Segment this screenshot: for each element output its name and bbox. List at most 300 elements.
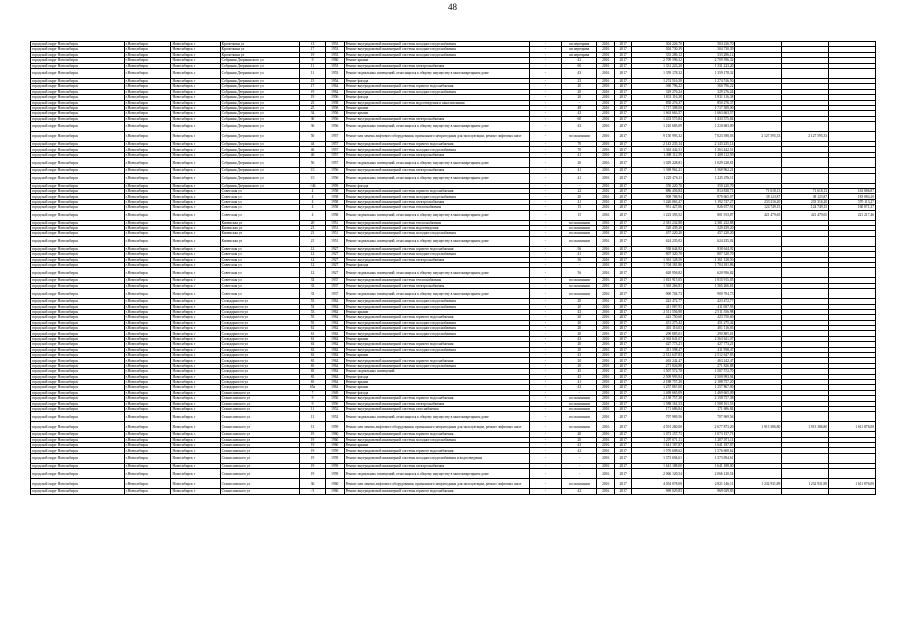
cell-dash: - xyxy=(529,289,562,299)
cell-house: 11 xyxy=(300,63,326,68)
cell-house: 53 xyxy=(300,299,326,304)
cell-street: Каменская ул xyxy=(220,220,300,225)
cell-end-year: 2017 xyxy=(614,320,632,325)
cell-settlement: г.Новосибирск xyxy=(124,63,171,68)
cell-locality: Новосибирск г xyxy=(171,278,220,283)
table-row xyxy=(31,210,876,220)
cell-extra-cost-2 xyxy=(782,268,829,278)
cell-house: 44 xyxy=(300,142,326,147)
cell-start-year: 2016 xyxy=(597,225,615,230)
cell-end-year: 2017 xyxy=(614,252,632,257)
cell-start-year: 2016 xyxy=(597,432,615,437)
cell-total-cost: 1 576 608,62 xyxy=(632,448,683,453)
cell-house: 1/1 xyxy=(300,173,326,183)
cell-work-type: Ремонт подвальных помещений, относящихся к общему имуществу в многоквартирном доме xyxy=(344,412,529,422)
cell-work-type: Ремонт внутридомовой инженерной системы горячего водоснабжения xyxy=(344,342,529,347)
cell-locality: Новосибирск г xyxy=(171,369,220,374)
cell-dash: - xyxy=(529,412,562,422)
cell-dash: - xyxy=(529,406,562,411)
cell-dash: - xyxy=(529,437,562,442)
cell-settlement: г.Новосибирск xyxy=(124,390,171,395)
cell-work-type: Ремонт внутридомовой инженерной системы холодного водоснабжения xyxy=(344,194,529,199)
cell-municipality: городской округ Новосибирск xyxy=(31,225,125,230)
cell-municipality: городской округ Новосибирск xyxy=(31,369,125,374)
cell-house: 12 xyxy=(300,268,326,278)
cell-locality: Новосибирск г xyxy=(171,246,220,251)
cell-dash: - xyxy=(529,194,562,199)
cell-settlement: г.Новосибирск xyxy=(124,122,171,132)
cell-start-year: 2016 xyxy=(597,396,615,401)
cell-dash: - xyxy=(529,210,562,220)
cell-end-year: 2017 xyxy=(614,122,632,132)
cell-fund-cost: 1 408 112,59 xyxy=(683,152,734,157)
cell-year: 1958 xyxy=(325,199,344,204)
cell-dash: - xyxy=(529,158,562,168)
cell-fund-cost: 870 665,07 xyxy=(683,194,734,199)
cell-dash: - xyxy=(529,401,562,406)
cell-total-cost: 9 150 993,32 xyxy=(632,132,683,142)
cell-fund-cost: 624 235,02 xyxy=(683,236,734,246)
cell-settlement: г.Новосибирск xyxy=(124,78,171,83)
cell-house: 4 xyxy=(300,194,326,199)
cell-total-cost: 1 369 962,21 xyxy=(632,168,683,173)
cell-extra-cost-2: 1 913 386,80 xyxy=(782,422,829,432)
cell-year: 1962 xyxy=(325,315,344,320)
cell-term: 20 xyxy=(562,315,597,320)
cell-start-year: 2016 xyxy=(597,78,615,83)
cell-extra-cost xyxy=(735,289,782,299)
cell-extra-cost xyxy=(735,412,782,422)
cell-house: 36 xyxy=(300,116,326,121)
cell-total-cost: 2 143 235,14 xyxy=(632,142,683,147)
cell-settlement: г.Новосибирск xyxy=(124,42,171,47)
cell-year: 1937 xyxy=(325,278,344,283)
cell-house: 20 xyxy=(300,220,326,225)
cell-end-year: 2017 xyxy=(614,205,632,210)
cell-work-type: Ремонт или замена лифтового оборудования, признанного непригодным для эксплуатации, ремонт лифтовых шахт xyxy=(344,479,529,489)
cell-extra-cost-2: 2 127 595,33 xyxy=(782,132,829,142)
cell-end-year: 2017 xyxy=(614,289,632,299)
cell-year: 1927 xyxy=(325,268,344,278)
cell-year: 1962 xyxy=(325,385,344,390)
cell-house: 19 xyxy=(300,448,326,453)
cell-work-type: Ремонт подвальных помещений xyxy=(344,369,529,374)
cell-house: 19 xyxy=(300,52,326,57)
cell-total-cost: 1 029 228,81 xyxy=(632,158,683,168)
cell-total-cost: 1 361 128,50 xyxy=(632,257,683,262)
cell-settlement: г.Новосибирск xyxy=(124,469,171,479)
cell-total-cost: 427 773,21 xyxy=(632,342,683,347)
cell-total-cost: 350 220,70 xyxy=(632,183,683,188)
cell-term: 43 xyxy=(562,111,597,116)
cell-term: 48 xyxy=(562,105,597,110)
cell-house: 33 xyxy=(300,283,326,288)
cell-start-year: 2016 xyxy=(597,63,615,68)
cell-dash: - xyxy=(529,142,562,147)
cell-locality: Новосибирск г xyxy=(171,358,220,363)
cell-year: 1949 xyxy=(325,390,344,395)
cell-dash: - xyxy=(529,78,562,83)
cell-settlement: г.Новосибирск xyxy=(124,432,171,437)
cell-locality: Новосибирск г xyxy=(171,363,220,368)
cell-start-year: 2016 xyxy=(597,84,615,89)
cell-house: 65 xyxy=(300,369,326,374)
cell-locality: Новосибирск г xyxy=(171,42,220,47)
cell-settlement: г.Новосибирск xyxy=(124,448,171,453)
cell-street: Собрания Дзержинского ул xyxy=(220,183,300,188)
cell-street: Солидарности ул xyxy=(220,369,300,374)
cell-dash: - xyxy=(529,246,562,251)
repair-program-table xyxy=(30,41,876,495)
cell-fund-cost: 401 116,03 xyxy=(683,326,734,331)
cell-fund-cost: 2 363 641,07 xyxy=(683,336,734,341)
cell-fund-cost: 304 226,70 xyxy=(683,42,734,47)
cell-term: по окончании xyxy=(562,479,597,489)
cell-start-year: 2016 xyxy=(597,52,615,57)
cell-work-type: Ремонт внутридомовой инженерной системы электроснабжения xyxy=(344,116,529,121)
cell-municipality: городской округ Новосибирск xyxy=(31,437,125,442)
cell-fund-cost: 938 644,92 xyxy=(683,246,734,251)
cell-work-type: Ремонт подвальных помещений, относящихся к общему имуществу в многоквартирном доме xyxy=(344,122,529,132)
cell-end-year: 2017 xyxy=(614,432,632,437)
cell-term: кв.переправа xyxy=(562,52,597,57)
cell-total-cost: 360 796,22 xyxy=(632,84,683,89)
cell-year: 1959 xyxy=(325,469,344,479)
table-row xyxy=(31,422,876,432)
cell-municipality: городской округ Новосибирск xyxy=(31,210,125,220)
cell-year: 1937 xyxy=(325,283,344,288)
cell-house: 19 xyxy=(300,463,326,468)
cell-end-year: 2017 xyxy=(614,422,632,432)
cell-end-year: 2017 xyxy=(614,189,632,194)
cell-settlement: г.Новосибирск xyxy=(124,401,171,406)
cell-year: 1962 xyxy=(325,363,344,368)
cell-term: 43 xyxy=(562,385,597,390)
cell-extra-cost-2: 124 749,15 xyxy=(782,205,829,210)
cell-total-cost: 2 709 596,32 xyxy=(632,58,683,63)
cell-total-cost: 290 885,01 xyxy=(632,331,683,336)
cell-start-year: 2016 xyxy=(597,47,615,52)
cell-house: 9 xyxy=(300,401,326,406)
cell-term: 60 xyxy=(562,116,597,121)
cell-total-cost: 620 956,82 xyxy=(632,268,683,278)
cell-end-year: 2017 xyxy=(614,283,632,288)
cell-extra-cost: 38 123,87 xyxy=(735,194,782,199)
cell-work-type: Ремонт внутридомовой инженерной системы электроснабжения xyxy=(344,152,529,157)
cell-fund-cost: 850 276,37 xyxy=(683,100,734,105)
cell-work-type: Ремонт внутридомовой инженерной системы теплоснабжения xyxy=(344,205,529,210)
cell-year: 1927 xyxy=(325,257,344,262)
cell-locality: Новосибирск г xyxy=(171,231,220,236)
cell-total-cost: 969 029,83 xyxy=(632,489,683,494)
cell-end-year: 2017 xyxy=(614,246,632,251)
cell-other-cost: 163 886,87 xyxy=(829,189,876,194)
cell-municipality: городской округ Новосибирск xyxy=(31,479,125,489)
cell-municipality: городской округ Новосибирск xyxy=(31,246,125,251)
cell-house: 36 xyxy=(300,122,326,132)
cell-total-cost: 1 433 575,84 xyxy=(632,116,683,121)
cell-total-cost: 1 704 181,86 xyxy=(632,262,683,267)
cell-work-type: Ремонт внутридомовой инженерной системы горячего водоснабжения xyxy=(344,432,529,437)
cell-start-year: 2016 xyxy=(597,105,615,110)
cell-end-year: 2017 xyxy=(614,489,632,494)
cell-house: 19 xyxy=(300,453,326,463)
cell-locality: Новосибирск г xyxy=(171,331,220,336)
cell-settlement: г.Новосибирск xyxy=(124,268,171,278)
cell-term: 43 xyxy=(562,309,597,314)
cell-start-year: 2016 xyxy=(597,469,615,479)
cell-year: 1960 xyxy=(325,443,344,448)
cell-street: Солидарности ул xyxy=(220,304,300,309)
cell-total-cost: 451 275,42 xyxy=(632,320,683,325)
cell-municipality: городской округ Новосибирск xyxy=(31,396,125,401)
cell-settlement: г.Новосибирск xyxy=(124,369,171,374)
cell-settlement: г.Новосибирск xyxy=(124,299,171,304)
cell-end-year: 2017 xyxy=(614,363,632,368)
cell-total-cost: 1 373 694,61 xyxy=(632,453,683,463)
cell-other-cost xyxy=(829,453,876,463)
cell-street: Солидарности ул xyxy=(220,363,300,368)
cell-fund-cost: 1 365 266,81 xyxy=(683,283,734,288)
cell-locality: Новосибирск г xyxy=(171,453,220,463)
cell-municipality: городской округ Новосибирск xyxy=(31,353,125,358)
cell-municipality: городской округ Новосибирск xyxy=(31,47,125,52)
cell-total-cost: 1 365 266,81 xyxy=(632,283,683,288)
cell-dash: - xyxy=(529,116,562,121)
cell-end-year: 2017 xyxy=(614,412,632,422)
cell-total-cost: 807 320,70 xyxy=(632,252,683,257)
cell-street: Солидарности ул xyxy=(220,385,300,390)
cell-locality: Новосибирск г xyxy=(171,432,220,437)
cell-fund-cost: 350 220,70 xyxy=(683,183,734,188)
cell-house: 61 xyxy=(300,326,326,331)
cell-dash: - xyxy=(529,390,562,395)
table-row xyxy=(31,489,876,494)
cell-extra-cost xyxy=(735,68,782,78)
cell-year: 1962 xyxy=(325,309,344,314)
cell-extra-cost-2 xyxy=(782,236,829,246)
cell-year: 1959 xyxy=(325,422,344,432)
cell-street: Станиславского ул xyxy=(220,453,300,463)
cell-locality: Новосибирск г xyxy=(171,78,220,83)
cell-start-year: 2016 xyxy=(597,331,615,336)
cell-fund-cost: 463 242,47 xyxy=(683,358,734,363)
cell-end-year: 2017 xyxy=(614,42,632,47)
cell-house: 55 xyxy=(300,315,326,320)
cell-total-cost: 850 276,37 xyxy=(632,100,683,105)
cell-term: по окончании xyxy=(562,412,597,422)
cell-start-year: 2016 xyxy=(597,236,615,246)
cell-municipality: городской округ Новосибирск xyxy=(31,63,125,68)
cell-locality: Новосибирск г xyxy=(171,489,220,494)
cell-fund-cost: 2 709 596,32 xyxy=(683,58,734,63)
cell-street: Собрания Дзержинского ул xyxy=(220,78,300,83)
cell-dash: - xyxy=(529,84,562,89)
cell-work-type: Ремонт внутридомовой инженерной системы холодного водоснабжения xyxy=(344,231,529,236)
cell-street: Солидарности ул xyxy=(220,342,300,347)
cell-start-year: 2016 xyxy=(597,132,615,142)
cell-settlement: г.Новосибирск xyxy=(124,412,171,422)
cell-fund-cost: 2 511 556,98 xyxy=(683,309,734,314)
cell-settlement: г.Новосибирск xyxy=(124,225,171,230)
cell-term: 20 xyxy=(562,432,597,437)
cell-house: 11 xyxy=(300,68,326,78)
cell-extra-cost-2 xyxy=(782,412,829,422)
cell-start-year: 2016 xyxy=(597,147,615,152)
cell-extra-cost xyxy=(735,469,782,479)
cell-house: 17 xyxy=(300,47,326,52)
cell-settlement: г.Новосибирск xyxy=(124,422,171,432)
cell-locality: Новосибирск г xyxy=(171,299,220,304)
cell-fund-cost: 814 838,71 xyxy=(683,189,734,194)
cell-end-year: 2017 xyxy=(614,358,632,363)
cell-municipality: городской округ Новосибирск xyxy=(31,84,125,89)
cell-term: кв.переправа xyxy=(562,42,597,47)
cell-extra-cost xyxy=(735,236,782,246)
cell-settlement: г.Новосибирск xyxy=(124,385,171,390)
cell-year: 1951 xyxy=(325,236,344,246)
cell-fund-cost: 7 023 398,03 xyxy=(683,132,734,142)
cell-term: - xyxy=(562,390,597,395)
cell-street: Каменская ул xyxy=(220,236,300,246)
cell-street: Солидарности ул xyxy=(220,358,300,363)
cell-total-cost: 1 225 476,11 xyxy=(632,173,683,183)
cell-total-cost: 1 408 112,59 xyxy=(632,152,683,157)
cell-start-year: 2016 xyxy=(597,369,615,374)
cell-dash: - xyxy=(529,379,562,384)
cell-settlement: г.Новосибирск xyxy=(124,463,171,468)
cell-year: 1953 xyxy=(325,52,344,57)
cell-total-cost: 463 242,47 xyxy=(632,358,683,363)
cell-municipality: городской округ Новосибирск xyxy=(31,220,125,225)
cell-municipality: городской округ Новосибирск xyxy=(31,326,125,331)
table-body xyxy=(31,42,876,495)
cell-municipality: городской округ Новосибирск xyxy=(31,331,125,336)
cell-municipality: городской округ Новосибирск xyxy=(31,268,125,278)
cell-end-year: 2017 xyxy=(614,68,632,78)
table-row xyxy=(31,412,876,422)
cell-total-cost: 2 509 993,94 xyxy=(632,374,683,379)
cell-dash: - xyxy=(529,396,562,401)
cell-street: Солидарности ул xyxy=(220,315,300,320)
cell-settlement: г.Новосибирск xyxy=(124,315,171,320)
cell-start-year: 2016 xyxy=(597,379,615,384)
cell-municipality: городской округ Новосибирск xyxy=(31,336,125,341)
cell-house: 12 xyxy=(300,257,326,262)
cell-municipality: городской округ Новосибирск xyxy=(31,304,125,309)
cell-work-type: Ремонт внутридомовой инженерной системы электроснабжения xyxy=(344,283,529,288)
cell-total-cost: 908 788,94 xyxy=(632,194,683,199)
cell-house: 9 xyxy=(300,58,326,63)
cell-street: Советская ул xyxy=(220,289,300,299)
cell-street: Советская ул xyxy=(220,257,300,262)
cell-municipality: городской округ Новосибирск xyxy=(31,289,125,299)
cell-street: Станиславского ул xyxy=(220,401,300,406)
cell-start-year: 2016 xyxy=(597,58,615,63)
cell-year: 1962 xyxy=(325,342,344,347)
cell-dash: - xyxy=(529,252,562,257)
cell-fund-cost: 1 704 181,86 xyxy=(683,262,734,267)
cell-end-year: 2017 xyxy=(614,132,632,142)
cell-fund-cost: 1 363 442,51 xyxy=(683,147,734,152)
cell-municipality: городской округ Новосибирск xyxy=(31,194,125,199)
cell-locality: Новосибирск г xyxy=(171,401,220,406)
cell-locality: Новосибирск г xyxy=(171,257,220,262)
cell-street: Собрания Дзержинского ул xyxy=(220,147,300,152)
cell-street: Собрания Дзержинского ул xyxy=(220,105,300,110)
cell-settlement: г.Новосибирск xyxy=(124,236,171,246)
cell-settlement: г.Новосибирск xyxy=(124,453,171,463)
cell-house: 36 xyxy=(300,479,326,489)
cell-end-year: 2017 xyxy=(614,443,632,448)
cell-total-cost: 1 663 663,57 xyxy=(632,111,683,116)
cell-term: 43 xyxy=(562,58,597,63)
cell-term: 20 xyxy=(562,363,597,368)
cell-work-type: Ремонт внутридомовой инженерной системы холодного водоснабжения xyxy=(344,252,529,257)
cell-total-cost: 423 750,60 xyxy=(632,315,683,320)
cell-year: 1962 xyxy=(325,347,344,352)
cell-total-cost: 938 644,92 xyxy=(632,246,683,251)
cell-fund-cost: 1 210 683,09 xyxy=(683,122,734,132)
cell-settlement: г.Новосибирск xyxy=(124,406,171,411)
cell-municipality: городской округ Новосибирск xyxy=(31,379,125,384)
cell-term: 20 xyxy=(562,331,597,336)
cell-end-year: 2017 xyxy=(614,95,632,100)
cell-term: по окончании xyxy=(562,289,597,299)
cell-house: 12 xyxy=(300,262,326,267)
cell-fund-cost: 304 730,39 xyxy=(683,47,734,52)
cell-house: 21 xyxy=(300,225,326,230)
cell-dash: - xyxy=(529,189,562,194)
cell-term: 20 xyxy=(562,326,597,331)
cell-work-type: Ремонт внутридомовой инженерной системы электроснабжения xyxy=(344,257,529,262)
cell-end-year: 2017 xyxy=(614,116,632,121)
cell-other-cost: 1 611 876,00 xyxy=(829,422,876,432)
cell-municipality: городской округ Новосибирск xyxy=(31,236,125,246)
cell-dash: - xyxy=(529,374,562,379)
cell-street: Станиславского ул xyxy=(220,422,300,432)
cell-fund-cost: 1 469 665,09 xyxy=(683,390,734,395)
cell-fund-cost: 1 073 157,71 xyxy=(683,432,734,437)
cell-house: 65 xyxy=(300,374,326,379)
cell-other-cost xyxy=(829,68,876,78)
cell-total-cost: 171 686,84 xyxy=(632,406,683,411)
cell-term: 20 xyxy=(562,194,597,199)
cell-total-cost: 1 331 223,20 xyxy=(632,63,683,68)
cell-total-cost: 2 363 641,07 xyxy=(632,336,683,341)
cell-term: 20 xyxy=(562,320,597,325)
cell-house: 63 xyxy=(300,342,326,347)
cell-fund-cost: 423 750,60 xyxy=(683,315,734,320)
cell-municipality: городской округ Новосибирск xyxy=(31,205,125,210)
cell-year: 1927 xyxy=(325,262,344,267)
cell-term: по окончании xyxy=(562,396,597,401)
cell-work-type: Ремонт внутридомовой инженерной системы теплоснабжения xyxy=(344,220,529,225)
cell-extra-cost: 71 618,13 xyxy=(735,189,782,194)
cell-settlement: г.Новосибирск xyxy=(124,132,171,142)
cell-fund-cost: 2 188 757,20 xyxy=(683,379,734,384)
cell-start-year: 2016 xyxy=(597,142,615,147)
cell-year: 1959 xyxy=(325,463,344,468)
cell-term: 45 xyxy=(562,369,597,374)
cell-locality: Новосибирск г xyxy=(171,379,220,384)
cell-municipality: городской округ Новосибирск xyxy=(31,111,125,116)
cell-settlement: г.Новосибирск xyxy=(124,47,171,52)
cell-street: Каменская ул xyxy=(220,225,300,230)
cell-street: Собрания Дзержинского ул xyxy=(220,152,300,157)
table-row xyxy=(31,469,876,479)
cell-start-year: 2016 xyxy=(597,347,615,352)
